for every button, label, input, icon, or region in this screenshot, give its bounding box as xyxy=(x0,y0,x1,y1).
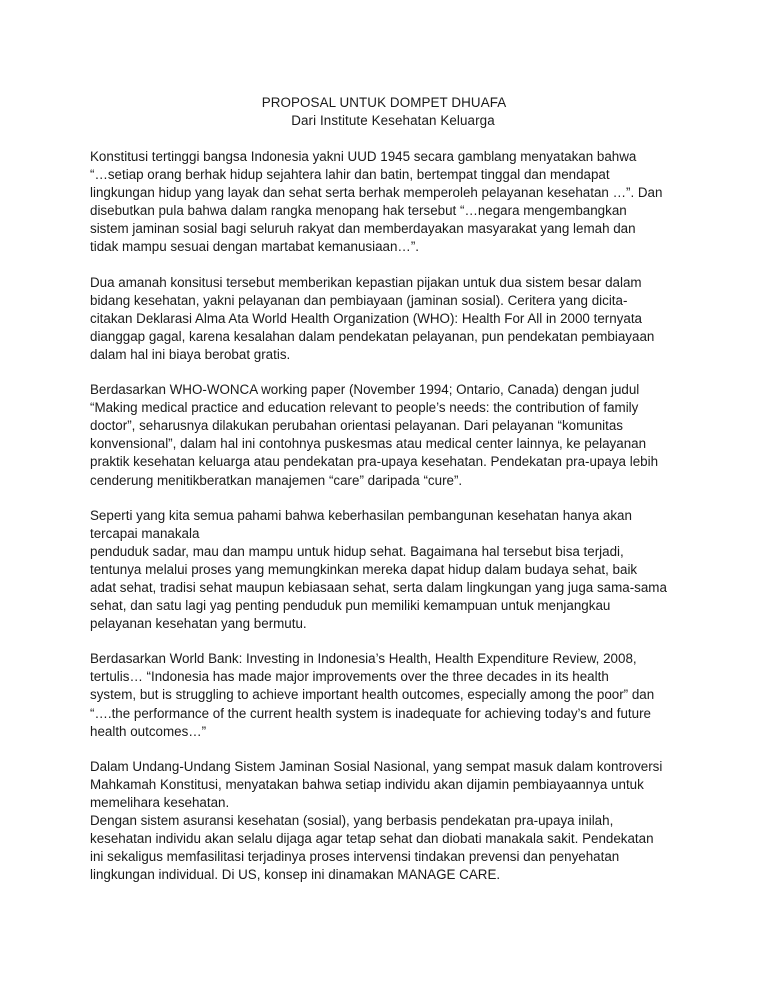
document-subtitle: Dari Institute Kesehatan Keluarga xyxy=(291,113,495,128)
text-line: penduduk sadar, mau dan mampu untuk hidup sehat. Bagaimana hal tersebut bisa terjadi, xyxy=(90,543,624,559)
text-line: Dua amanah konsitusi tersebut memberikan kepastian pijakan untuk dua sistem besar dalam xyxy=(90,274,642,290)
text-line: health outcomes…” xyxy=(90,723,207,739)
text-line: citakan Deklarasi Alma Ata World Health Organization (WHO): Health For All in 2000 ternyata xyxy=(90,310,642,326)
paragraph-uu-sjsn xyxy=(90,758,690,812)
text-line: Seperti yang kita semua pahami bahwa keberhasilan pembangunan kesehatan hanya akan xyxy=(90,507,632,523)
paragraph-world-bank xyxy=(90,650,690,740)
text-line: tercapai manakala xyxy=(90,525,200,541)
text-line: pelayanan kesehatan yang bermutu. xyxy=(90,616,307,632)
paragraph-uud-1945 xyxy=(90,148,690,257)
paragraph-who-wonca xyxy=(90,381,690,490)
text-line: dianggap gagal, karena kesalahan dalam pendekatan pelayanan, pun pendekatan pembiayaan xyxy=(90,328,655,344)
paragraph-amanah-konstitusi xyxy=(90,274,690,364)
document-title: PROPOSAL UNTUK DOMPET DHUAFA xyxy=(261,95,507,110)
text-line: disebutkan pula bahwa dalam rangka menopang hak tersebut “…negara mengembangkan xyxy=(90,203,627,219)
text-line: Berdasarkan WHO-WONCA working paper (November 1994; Ontario, Canada) dengan judul xyxy=(90,382,640,398)
text-line: praktik kesehatan keluarga atau pendekatan pra-upaya kesehatan. Pendekatan pra-upaya lebih xyxy=(90,454,659,470)
text-line: lingkungan individual. Di US, konsep ini dinamakan MANAGE CARE. xyxy=(90,867,501,883)
text-line: konvensional”, dalam hal ini contohnya puskesmas atau medical center lainnya, ke pelayanan xyxy=(90,436,647,452)
text-line: cenderung menitikberatkan manajemen “care” daripada “cure”. xyxy=(90,472,463,488)
paragraph-asuransi-kesehatan xyxy=(90,812,690,884)
text-line: Dalam Undang-Undang Sistem Jaminan Sosial Nasional, yang sempat masuk dalam kontroversi xyxy=(90,758,663,774)
text-line: sistem jaminan sosial bagi seluruh rakyat dan memberdayakan masyarakat yang lemah dan xyxy=(90,221,636,237)
text-line: sehat, dan satu lagi yag penting penduduk pun memiliki kemampuan untuk menjangkau xyxy=(90,598,611,614)
text-line: kesehatan individu akan selalu dijaga agar tetap sehat dan diobati manakala sakit. Pendekatan xyxy=(90,831,654,847)
text-line: Dengan sistem asuransi kesehatan (sosial), yang berbasis pendekatan pra-upaya inilah, xyxy=(90,813,614,828)
text-line: lingkungan hidup yang layak dan sehat serta berhak memperoleh pelayanan kesehatan …”. Dan xyxy=(90,185,663,201)
text-line: Berdasarkan World Bank: Investing in Indonesia’s Health, Health Expenditure Review, 2008, xyxy=(90,651,637,667)
paragraph-keberhasilan-pembangunan xyxy=(90,507,690,634)
text-line: system, but is struggling to achieve important health outcomes, especially among the poor” dan xyxy=(90,687,655,703)
text-line: tidak mampu sesuai dengan martabat kemanusiaan…”. xyxy=(90,239,419,255)
text-line: Mahkamah Konstitusi, menyatakan bahwa setiap individu akan dijamin pembiayaannya untuk xyxy=(90,776,644,792)
text-line: bidang kesehatan, yakni pelayanan dan pembiayaan (jaminan sosial). Ceritera yang dicita- xyxy=(90,292,628,308)
text-line: dalam hal ini biaya berobat gratis. xyxy=(90,346,291,362)
text-line: Konstitusi tertinggi bangsa Indonesia yakni UUD 1945 secara gamblang menyatakan bahwa xyxy=(90,149,637,164)
text-line: ini sekaligus memfasilitasi terjadinya proses intervensi tindakan prevensi dan penyehatan xyxy=(90,849,620,865)
text-line: adat sehat, tradisi sehat maupun kebiasaan sehat, serta dalam lingkungan yang juga sama-sama xyxy=(90,579,667,595)
text-line: tentunya melalui proses yang memungkinkan mereka dapat hidup dalam budaya sehat, baik xyxy=(90,561,638,577)
text-line: doctor”, seharusnya dilakukan perubahan orientasi pelayanan. Dari pelayanan “komunitas xyxy=(90,418,623,434)
text-line: tertulis… “Indonesia has made major improvements over the three decades in its health xyxy=(90,669,609,685)
text-line: “…setiap orang berhak hidup sejahtera lahir dan batin, bertempat tinggal dan mendapat xyxy=(90,167,610,183)
text-line: “….the performance of the current health system is inadequate for achieving today’s and future xyxy=(90,705,651,721)
text-line: “Making medical practice and education relevant to people’s needs: the contribution of family xyxy=(90,400,639,416)
title-block xyxy=(0,94,768,130)
text-line: memelihara kesehatan. xyxy=(90,794,230,810)
document-body xyxy=(90,148,690,901)
